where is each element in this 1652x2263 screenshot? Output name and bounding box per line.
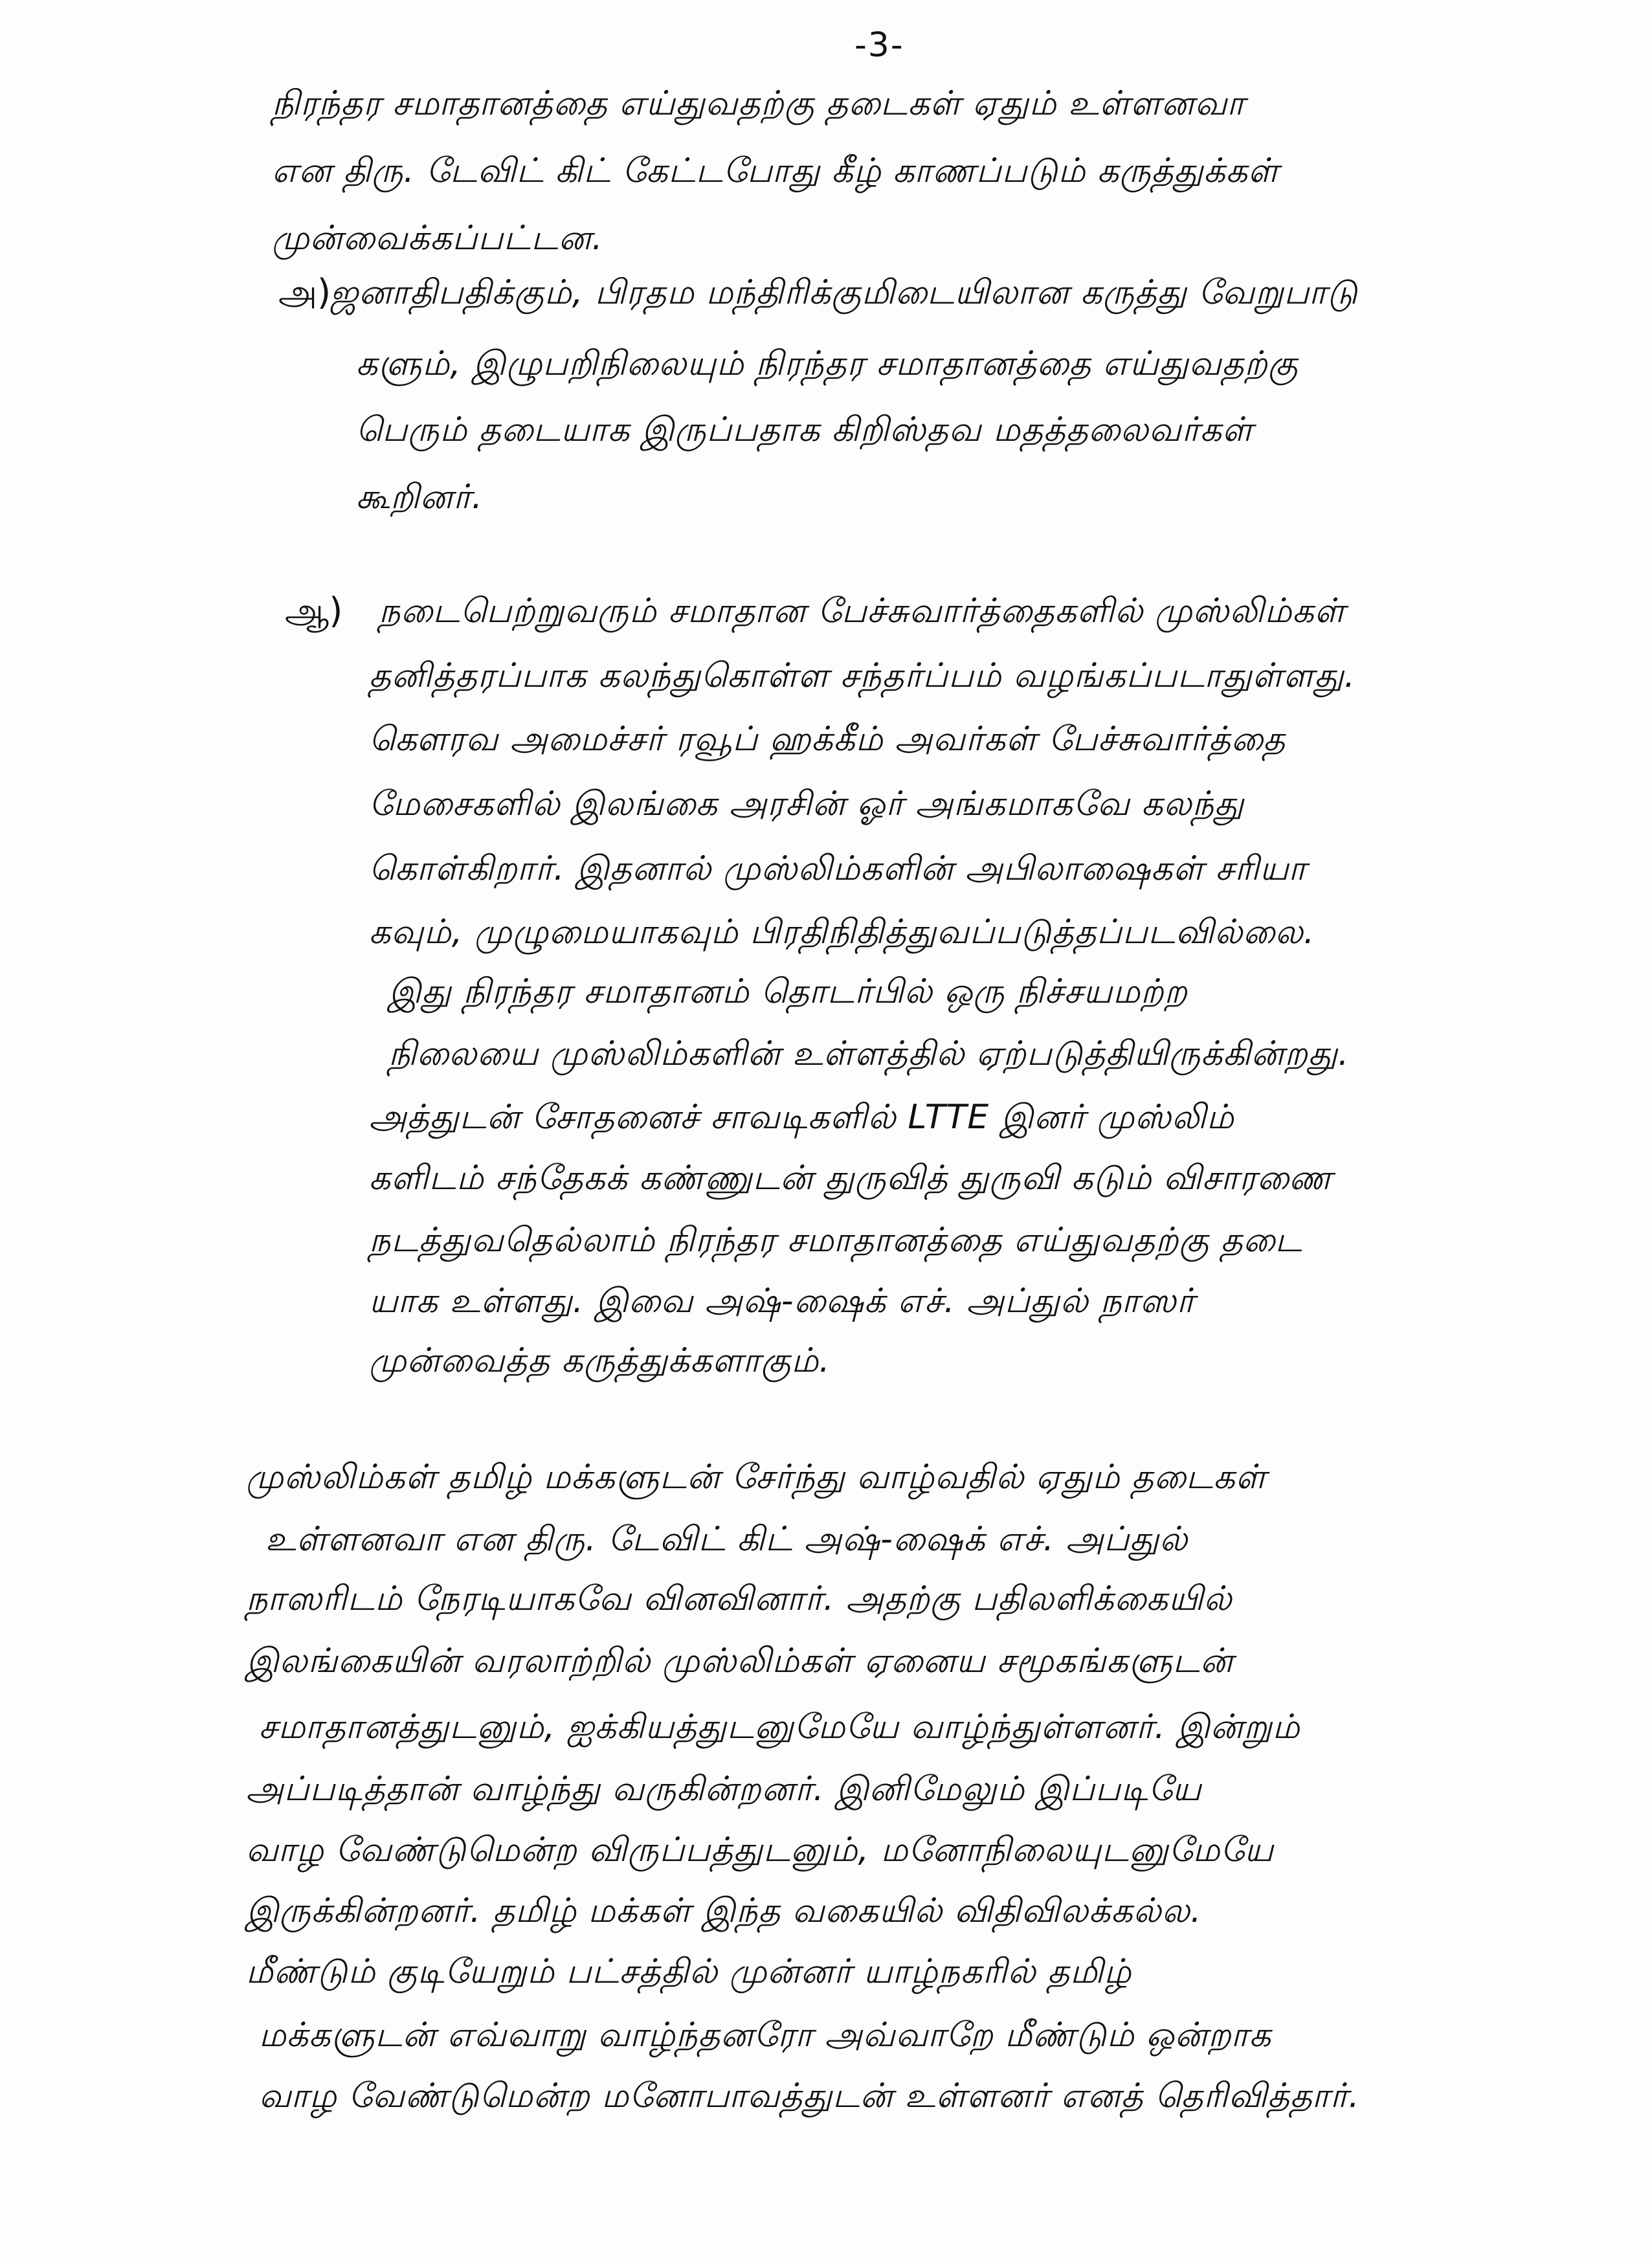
point-a-line: பெரும் தடையாக இருப்பதாக கிறிஸ்தவ மதத்தலைவர்கள்	[356, 410, 1254, 449]
paragraph-2-line: சமாதானத்துடனும், ஐக்கியத்துடனுமேயே வாழ்ந்துள்ளனர். இன்றும்	[259, 1708, 1300, 1746]
paragraph-1-line: முன்வைக்கப்பட்டன.	[272, 219, 603, 258]
point-a-line: கூறினர்.	[356, 478, 484, 517]
paragraph-2-line: வாழ வேண்டுமென்ற விருப்பத்துடனும், மனோநிலையுடனுமேயே	[246, 1831, 1274, 1869]
point-aa-line: அத்துடன் சோதனைச் சாவடிகளில் LTTE இனர் முஸ்லிம்	[369, 1098, 1234, 1137]
point-aa-line: கவும், முழுமையாகவும் பிரதிநிதித்துவப்படுத்தப்படவில்லை.	[369, 913, 1315, 952]
point-aa-line: முன்வைத்த கருத்துக்களாகும்.	[369, 1341, 831, 1380]
paragraph-2-line: நாஸரிடம் நேரடியாகவே வினவினார். அதற்கு பதிலளிக்கையில்	[246, 1579, 1233, 1618]
point-aa-line: நடைபெற்றுவரும் சமாதான பேச்சுவார்த்தைகளில் முஸ்லிம்கள்	[379, 592, 1346, 630]
point-a-line: ஜனாதிபதிக்கும், பிரதம மந்திரிக்குமிடையிலான கருத்து வேறுபாடு	[330, 273, 1358, 312]
point-aa-line: யாக உள்ளது. இவை அஷ்-ஷைக் எச். அப்துல் நாஸர்	[369, 1282, 1195, 1321]
point-aa-line: நடத்துவதெல்லாம் நிரந்தர சமாதானத்தை எய்துவதற்கு தடை	[369, 1221, 1303, 1260]
paragraph-2-line: இருக்கின்றனர். தமிழ் மக்கள் இந்த வகையில் விதிவிலக்கல்ல.	[246, 1891, 1202, 1930]
point-aa-line: தனித்தரப்பாக கலந்துகொள்ள சந்தர்ப்பம் வழங்கப்படாதுள்ளது.	[369, 656, 1356, 695]
point-aa-line: நிலையை முஸ்லிம்களின் உள்ளத்தில் ஏற்படுத்தியிருக்கின்றது.	[388, 1034, 1350, 1073]
point-a-label: அ)	[278, 272, 331, 313]
paragraph-2-line: வாழ வேண்டுமென்ற மனோபாவத்துடன் உள்ளனர் எனத் தெரிவித்தார்.	[259, 2077, 1360, 2115]
point-aa-line: களிடம் சந்தேகக் கண்ணுடன் துருவித் துருவி கடும் விசாரணை	[369, 1159, 1333, 1198]
paragraph-2-line: உள்ளனவா என திரு. டேவிட் கிட் அஷ்-ஷைக் எச். அப்துல்	[265, 1520, 1189, 1559]
paragraph-2-line: மீண்டும் குடியேறும் பட்சத்தில் முன்னர் யாழ்நகரில் தமிழ்	[246, 1952, 1132, 1991]
paragraph-2-line: இலங்கையின் வரலாற்றில் முஸ்லிம்கள் ஏனைய சமூகங்களுடன்	[246, 1642, 1234, 1680]
point-aa-line: கௌரவ அமைச்சர் ரவூப் ஹக்கீம் அவர்கள் பேச்சுவார்த்தை	[369, 720, 1286, 759]
paragraph-1-line: என திரு. டேவிட் கிட் கேட்டபோது கீழ் காணப்படும் கருத்துக்கள்	[272, 151, 1279, 190]
point-aa-line: இது நிரந்தர சமாதானம் தொடர்பில் ஒரு நிச்சயமற்ற	[388, 972, 1188, 1011]
paragraph-2-line: அப்படித்தான் வாழ்ந்து வருகின்றனர். இனிமேலும் இப்படியே	[246, 1770, 1202, 1809]
paragraph-2-line: முஸ்லிம்கள் தமிழ் மக்களுடன் சேர்ந்து வாழ்வதில் ஏதும் தடைகள்	[246, 1458, 1267, 1497]
point-aa-line: கொள்கிறார். இதனால் முஸ்லிம்களின் அபிலாஷைகள் சரியா	[369, 849, 1307, 888]
paragraph-1-line: நிரந்தர சமாதானத்தை எய்துவதற்கு தடைகள் ஏதும் உள்ளனவா	[272, 84, 1245, 123]
page-number: -3-	[854, 26, 904, 65]
point-a-line: களும், இழுபறிநிலையும் நிரந்தர சமாதானத்தை எய்துவதற்கு	[356, 344, 1299, 383]
paragraph-2-line: மக்களுடன் எவ்வாறு வாழ்ந்தனரோ அவ்வாறே மீண்டும் ஒன்றாக	[259, 2016, 1272, 2055]
point-aa-line: மேசைகளில் இலங்கை அரசின் ஓர் அங்கமாகவே கலந்து	[369, 785, 1245, 823]
point-aa-label: ஆ)	[285, 590, 343, 631]
